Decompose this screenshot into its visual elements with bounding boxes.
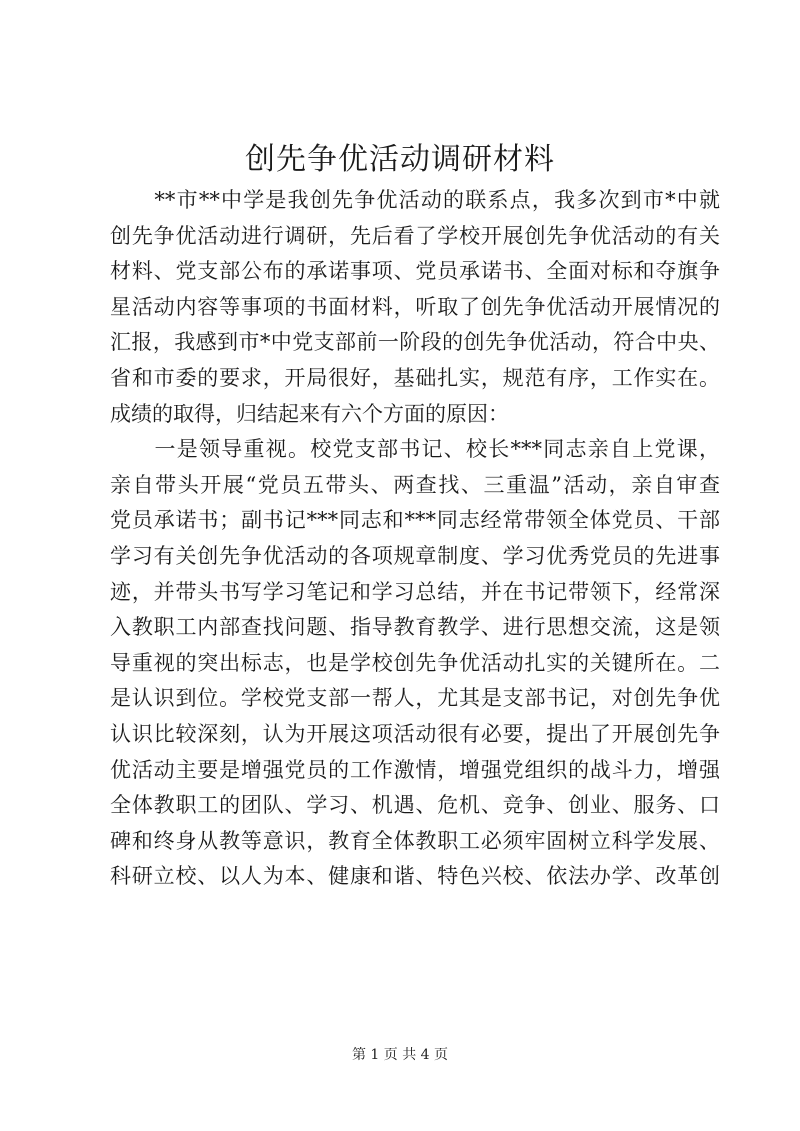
body-line: 入教职工内部查找问题、指导教育教学、进行思想交流，这是领 (110, 615, 720, 640)
body-line: 导重视的突出标志，也是学校创先争优活动扎实的关键所在。二 (110, 650, 720, 675)
body-line: 材料、党支部公布的承诺事项、党员承诺书、全面对标和夺旗争 (110, 259, 720, 284)
body-line: 科研立校、以人为本、健康和谐、特色兴校、依法办学、改革创 (110, 864, 720, 889)
page-footer (0, 1046, 800, 1064)
body-line: 迹，并带头书写学习笔记和学习总结，并在书记带领下，经常深 (110, 579, 720, 604)
document-title: 创先争优活动调研材料 (245, 142, 555, 177)
body-line: 成绩的取得，归结起来有六个方面的原因： (110, 401, 509, 426)
body-line: 优活动主要是增强党员的工作激情，增强党组织的战斗力，增强 (110, 757, 720, 782)
body-line: 碑和终身从教等意识，教育全体教职工必须牢固树立科学发展、 (110, 828, 720, 853)
body-line: 党员承诺书；副书记***同志和***同志经常带领全体党员、干部 (110, 508, 720, 533)
body-line: 一是领导重视。校党支部书记、校长***同志亲自上党课， (110, 437, 720, 462)
body-line: 省和市委的要求，开局很好，基础扎实，规范有序，工作实在。 (110, 365, 720, 390)
body-line: 认识比较深刻，认为开展这项活动很有必要，提出了开展创先争 (110, 721, 720, 746)
body-line: **市**中学是我创先争优活动的联系点，我多次到市*中就 (110, 188, 720, 212)
body-line: 学习有关创先争优活动的各项规章制度、学习优秀党员的先进事 (110, 543, 720, 568)
body-line: 创先争优活动进行调研，先后看了学校开展创先争优活动的有关 (110, 223, 720, 248)
body-line: 汇报，我感到市*中党支部前一阶段的创先争优活动，符合中央、 (110, 330, 720, 355)
body-line: 是认识到位。学校党支部一帮人，尤其是支部书记，对创先争优 (110, 686, 720, 711)
document-body (110, 183, 720, 895)
page-number: 第 1 页 共 4 页 (351, 1047, 449, 1063)
body-line: 星活动内容等事项的书面材料，听取了创先争优活动开展情况的 (110, 294, 720, 319)
body-line: 亲自带头开展“党员五带头、两查找、三重温”活动，亲自审查 (110, 472, 720, 497)
body-line: 全体教职工的团队、学习、机遇、危机、竞争、创业、服务、口 (110, 793, 720, 818)
